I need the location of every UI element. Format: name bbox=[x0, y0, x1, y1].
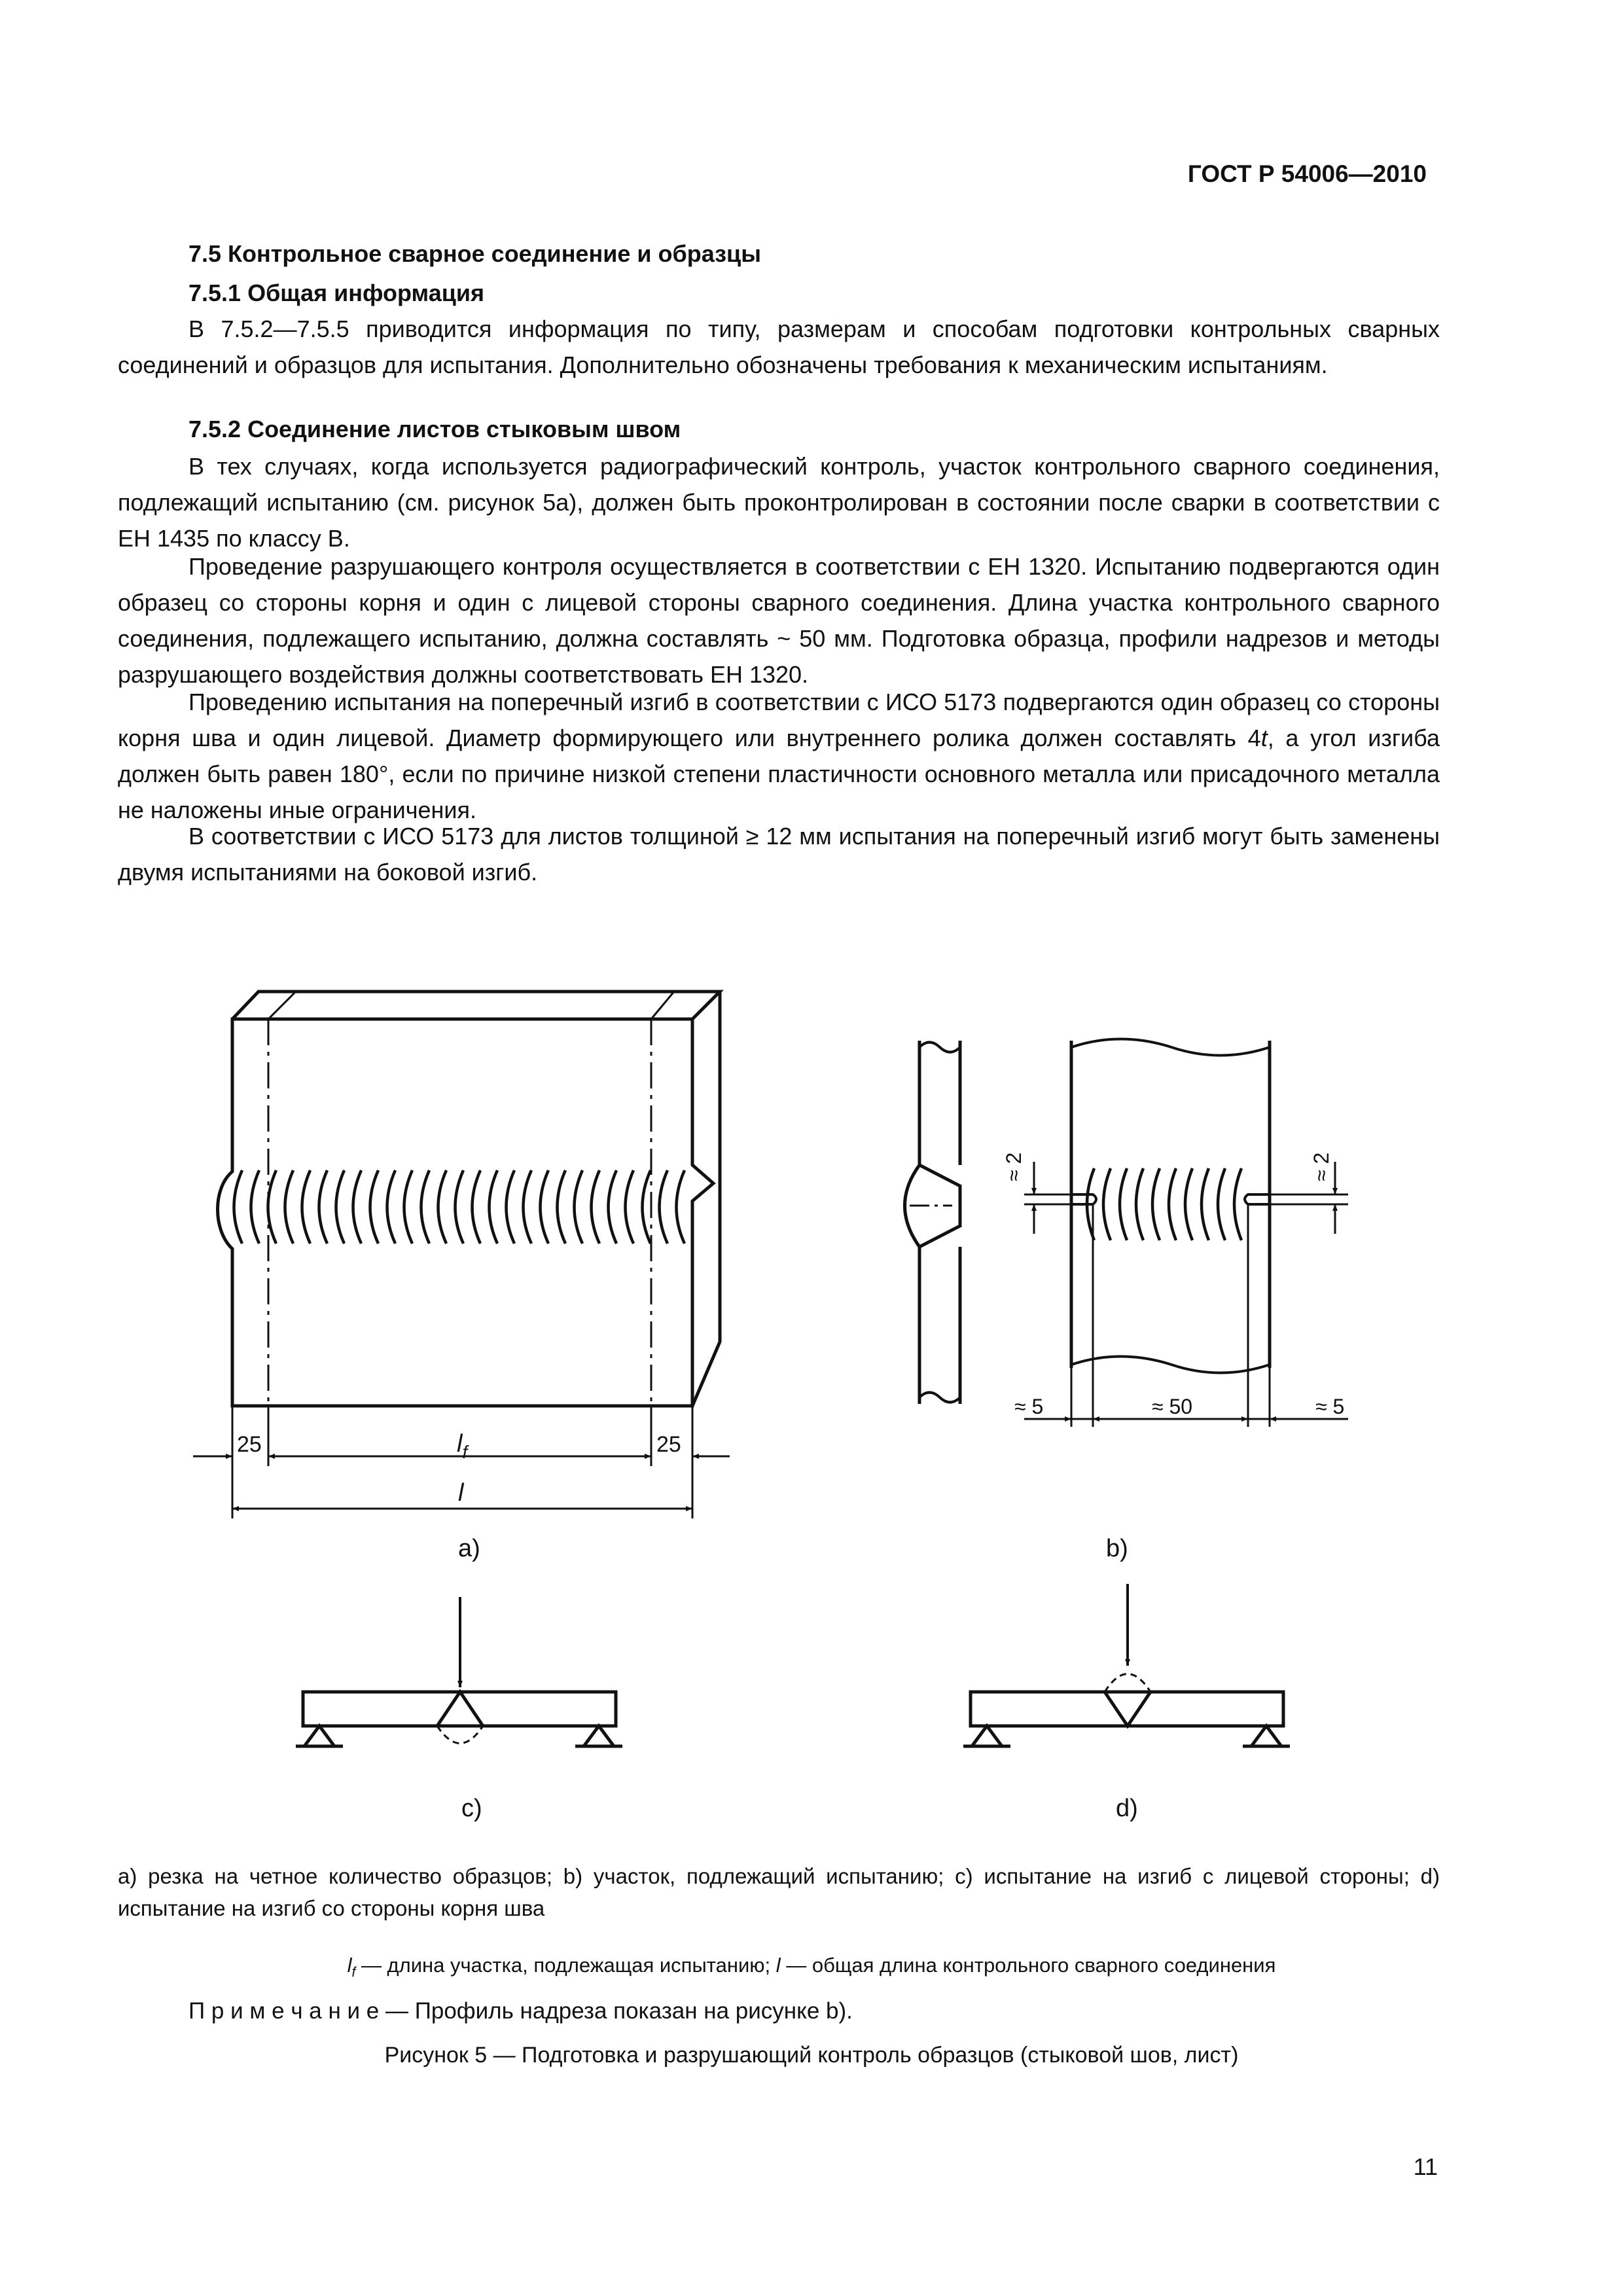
paragraph-bend-test-text-b: , а угол изгиба должен быть равен 180°, если по причине низкой степени пластичности основного металла или присадочного металла не наложены иные ограничения. bbox=[118, 725, 1440, 823]
dim-25-left: 25 bbox=[237, 1432, 262, 1457]
paragraph-side-bend bbox=[118, 818, 1440, 890]
dim-approx50: ≈ 50 bbox=[1152, 1395, 1193, 1418]
figure-symbols bbox=[0, 1949, 1623, 1988]
dim-lf-subscript: f bbox=[462, 1442, 468, 1462]
paragraph-destructive-text: Проведение разрушающего контроля осуществляется в соответствии с ЕН 1320. Испытанию подвергаются один образец со стороны корня и один с лицевой стороны сварного соединения. Длина участка контрольного сварного соединения, подлежащего испытанию, должна составлять ~ 50 мм. Подготовка образца, профили надрезов и методы разрушающего воздействия должны соответствовать ЕН 1320. bbox=[118, 553, 1440, 688]
dim-approx5-left: ≈ 5 bbox=[1014, 1395, 1044, 1418]
test-area-drawing bbox=[1071, 1039, 1270, 1427]
page-number: 11 bbox=[1413, 2153, 1438, 2180]
subsection-heading-general: 7.5.1 Общая информация bbox=[188, 279, 485, 306]
paragraph-general bbox=[118, 311, 1440, 383]
label-a: a) bbox=[458, 1535, 480, 1562]
symbol-l: l bbox=[776, 1954, 781, 1977]
root-bend-test-drawing bbox=[963, 1584, 1290, 1746]
paragraph-general-text: В 7.5.2—7.5.5 приводится информация по типу, размерам и способам подготовки контрольных сварных соединений и образцов для испытания. Дополнительно обозначены требования к механическим испытаниям. bbox=[118, 315, 1440, 378]
dim-lf-symbol: l bbox=[457, 1430, 463, 1458]
face-bend-test-drawing bbox=[296, 1597, 622, 1746]
dim-approx5-right: ≈ 5 bbox=[1315, 1395, 1345, 1418]
document-id: ГОСТ Р 54006—2010 bbox=[1187, 160, 1427, 187]
subsection-heading-butt-joint: 7.5.2 Соединение листов стыковым швом bbox=[188, 416, 681, 442]
dim-lf bbox=[457, 1430, 469, 1462]
weld-ripples bbox=[234, 1170, 685, 1244]
cross-section-drawing bbox=[905, 1041, 961, 1404]
section-heading: 7.5 Контрольное сварное соединение и образцы bbox=[188, 240, 761, 267]
dim-approx2-right: ≈ 2 bbox=[1310, 1152, 1333, 1181]
paragraph-bend-test-text-a: Проведению испытания на поперечный изгиб в соответствии с ИСО 5173 подвергаются один образец со стороны корня шва и один лицевой. Диаметр формирующего или внутреннего ролика должен составлять 4 bbox=[118, 689, 1440, 751]
figure-legend: a) резка на четное количество образцов; b) участок, подлежащий испытанию; c) испытание на изгиб с лицевой стороны; d) испытание на изгиб со стороны корня шва bbox=[118, 1864, 1440, 1920]
dim-approx2-left: ≈ 2 bbox=[1002, 1152, 1026, 1181]
symbol-lf: l bbox=[347, 1954, 352, 1977]
figure-caption: Рисунок 5 — Подготовка и разрушающий контроль образцов (стыковой шов, лист) bbox=[384, 2043, 1239, 2068]
paragraph-destructive bbox=[118, 548, 1440, 692]
symbol-lf-subscript: f bbox=[351, 1965, 356, 1981]
symbol-l-description: — общая длина контрольного сварного соединения bbox=[780, 1954, 1276, 1977]
label-d: d) bbox=[1116, 1795, 1138, 1822]
dim-25-right: 25 bbox=[656, 1432, 681, 1457]
paragraph-bend-test bbox=[118, 684, 1440, 828]
paragraph-side-bend-text: В соответствии с ИСО 5173 для листов толщиной ≥ 12 мм испытания на поперечный изгиб могут быть заменены двумя испытаниями на боковой изгиб. bbox=[118, 823, 1440, 886]
label-b: b) bbox=[1106, 1535, 1128, 1562]
paragraph-radiographic bbox=[118, 448, 1440, 556]
figure-note: П р и м е ч а н и е — Профиль надреза показан на рисунке b). bbox=[188, 1998, 853, 2024]
paragraph-radiographic-text: В тех случаях, когда используется радиографический контроль, участок контрольного сварного соединения, подлежащий испытанию (см. рисунок 5а), должен быть проконтролирован в состоянии после сварки в соответствии с ЕН 1435 по классу В. bbox=[118, 453, 1440, 552]
plate-drawing bbox=[218, 992, 721, 1518]
variable-t: t bbox=[1260, 725, 1268, 751]
dim-l: l bbox=[458, 1479, 464, 1507]
figure-5-drawing bbox=[0, 969, 1623, 1839]
symbol-lf-description: — длина участка, подлежащая испытанию; bbox=[355, 1954, 776, 1977]
label-c: c) bbox=[461, 1795, 482, 1822]
